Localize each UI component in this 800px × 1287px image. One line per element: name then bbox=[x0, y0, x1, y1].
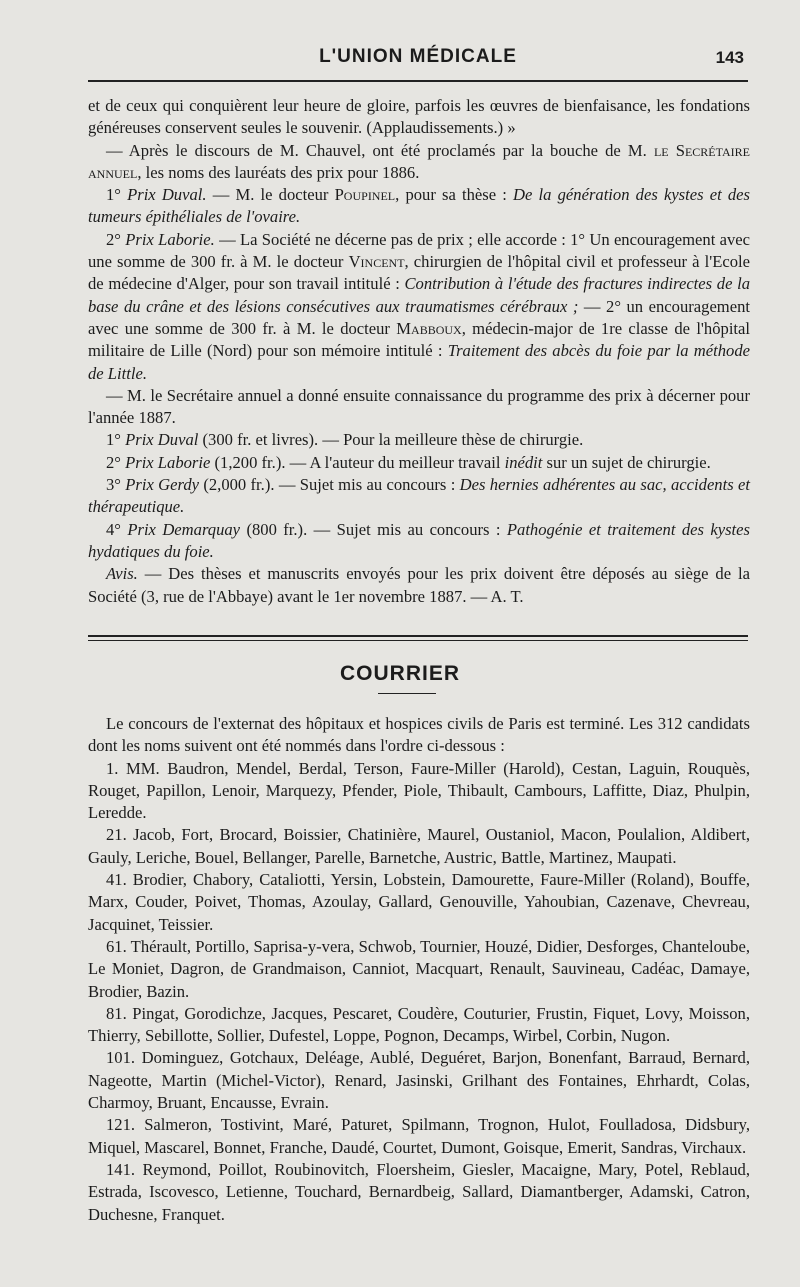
title-underline bbox=[378, 693, 436, 694]
candidate-list: 141. Reymond, Poillot, Roubinovitch, Floersheim, Giesler, Macaigne, Mary, Potel, Reblaud, Estrada, Iscovesco, Letienne, Touchard, Bernardbeig, Sallard, Diamantberger, Adamski, Catron, Duchesne, Franquet. bbox=[88, 1159, 750, 1224]
candidate-list: 81. Pingat, Gorodichze, Jacques, Pescaret, Coudère, Couturier, Frustin, Fiquet, Lovy, Moisson, Thierry, Sebillotte, Sollier, Dufestel, Loppe, Pognon, Decamps, Wirbel, Corbin, Nugon. bbox=[88, 1003, 750, 1046]
prize-name: Prix Laborie. bbox=[125, 229, 215, 249]
section-divider bbox=[88, 635, 748, 641]
paragraph: Le concours de l'externat des hôpitaux et hospices civils de Paris est terminé. Les 312 candidats dont les noms suivent ont été nommés dans l'ordre ci-dessous : bbox=[88, 714, 750, 756]
notice-label: Avis. bbox=[106, 564, 138, 584]
paragraph: — M. le Secrétaire annuel a donné ensuite connaissance du programme des prix à décerner pour l'année 1887. bbox=[88, 385, 750, 428]
paragraph: Avis. — Des thèses et manuscrits envoyés pour les prix doivent être déposés au siège de la Société (3, rue de l'Abbaye) avant le 1er novembre 1887. — A. T. bbox=[88, 564, 750, 606]
candidate-list: 121. Salmeron, Tostivint, Maré, Paturet, Spilmann, Trognon, Hulot, Foulladosa, Didsbury, Miquel, Mascarel, Bonnet, Franche, Daudé, Courtet, Dumont, Goisque, Emerit, Sandras, Virchaux. bbox=[88, 1115, 750, 1157]
prize-name: Prix Demarquay bbox=[127, 519, 241, 539]
person-name: le Secrétaire annuel bbox=[88, 140, 751, 182]
page-header bbox=[88, 42, 748, 78]
candidate-list: 61. Thérault, Portillo, Saprisa-y-vera, Schwob, Tournier, Houzé, Didier, Desforges, Chanteloube, Le Moniet, Dagron, de Grandmaison, Canniot, Macquart, Renault, Sauvineau, Cadéac, Damaye, Brodier, Bazin. bbox=[88, 936, 750, 1001]
prize-name: Prix Duval. bbox=[127, 185, 207, 205]
paragraph: 2° Prix Laborie (1,200 fr.). — A l'auteur du meilleur travail inédit sur un sujet de chirurgie. bbox=[106, 452, 711, 472]
paragraph: 1° Prix Duval. — M. le docteur Poupinel, pour sa thèse : De la génération des kystes et des tumeurs épithéliales de l'ovaire. bbox=[88, 185, 750, 227]
candidate-list: 41. Brodier, Chabory, Cataliotti, Yersin, Lobstein, Damourette, Faure-Miller (Roland), Bouffe, Marx, Couder, Poivet, Thomas, Azoulay, Gallard, Genouville, Yahoubian, Cazenave, Chevreau, Jacquinet, Teissier. bbox=[88, 870, 750, 934]
person-name: Mabboux bbox=[396, 318, 462, 338]
paragraph: — Après le discours de M. Chauvel, ont été proclamés par la bouche de M. le Secrétaire annuel, les noms des lauréats des prix pour 1886. bbox=[88, 140, 751, 182]
prize-name: Prix Duval bbox=[125, 430, 199, 450]
work-title: Traitement des abcès du foie par la méthode de Little. bbox=[88, 341, 751, 383]
paragraph: 1° Prix Duval (300 fr. et livres). — Pour la meilleure thèse de chirurgie. bbox=[106, 430, 584, 450]
work-title: Contribution à l'étude des fractures indirectes de la base du crâne et des lésions consécutives aux traumatismes cérébraux ; bbox=[88, 274, 750, 316]
contest-subject: Des hernies adhérentes au sac, accidents et thérapeutique. bbox=[88, 475, 750, 517]
contest-subject: Pathogénie et traitement des kystes hydatiques du foie. bbox=[88, 519, 750, 561]
courrier-section bbox=[88, 713, 750, 1226]
person-name: Poupinel bbox=[334, 185, 396, 205]
person-name: Vincent bbox=[348, 252, 405, 272]
prize-report bbox=[88, 95, 750, 608]
paragraph: 2° Prix Laborie. — La Société ne décerne pas de prix ; elle accorde : 1° Un encouragement avec une somme de 300 fr. à M. le docteur Vincent, chirurgien de l'hôpital civil et professeur à l'Ecole de médecine d'Alger, pour son travail intitulé : Contribution à l'étude des fractures indirectes de la base du crâne et des lésions consécutives aux traumatismes cérébraux ; — 2° un encouragement avec une somme de 300 fr. à M. le docteur Mabboux, médecin-major de 1re classe de l'hôpital militaire de Lille (Nord) pour son mémoire intitulé : Traitement des abcès du foie par la méthode de Little. bbox=[88, 229, 751, 383]
candidate-list: 21. Jacob, Fort, Brocard, Boissier, Chatinière, Maurel, Oustaniol, Macon, Poulalion, Aldibert, Gauly, Leriche, Bouel, Bellanger, Parelle, Barnetche, Austric, Battle, Martinez, Maupati. bbox=[88, 825, 750, 867]
thesis-title: De la génération des kystes et des tumeurs épithéliales de l'ovaire. bbox=[88, 185, 750, 227]
page-number: 143 bbox=[715, 48, 744, 67]
prize-name: Prix Gerdy bbox=[125, 475, 200, 495]
paragraph: 3° Prix Gerdy (2,000 fr.). — Sujet mis au concours : Des hernies adhérentes au sac, accidents et thérapeutique. bbox=[88, 475, 750, 517]
prize-name: Prix Laborie bbox=[125, 452, 211, 472]
paragraph: et de ceux qui conquièrent leur heure de gloire, parfois les œuvres de bienfaisance, les fondations généreuses conservent seules le souvenir. (Applaudissements.) » bbox=[88, 96, 750, 138]
running-title: L'UNION MÉDICALE bbox=[319, 46, 517, 67]
candidate-list: 1. MM. Baudron, Mendel, Berdal, Terson, Faure-Miller (Harold), Cestan, Laguin, Rouquès, Rouget, Papillon, Lenoir, Marquezy, Pfender, Piole, Thibault, Cambours, Laffitte, Diaz, Phulpin, Leredde. bbox=[88, 758, 750, 823]
paragraph: 4° Prix Demarquay (800 fr.). — Sujet mis au concours : Pathogénie et traitement des kystes hydatiques du foie. bbox=[88, 519, 750, 561]
candidate-list: 101. Dominguez, Gotchaux, Deléage, Aublé, Deguéret, Barjon, Bonenfant, Barraud, Bernard, Nageotte, Martin (Michel-Victor), Renard, Jasinski, Grilhant des Fontaines, Ehrhardt, Colas, Charmoy, Bruant, Encausse, Evrain. bbox=[88, 1048, 750, 1113]
section-title: COURRIER bbox=[339, 662, 460, 685]
header-rule bbox=[88, 80, 748, 82]
